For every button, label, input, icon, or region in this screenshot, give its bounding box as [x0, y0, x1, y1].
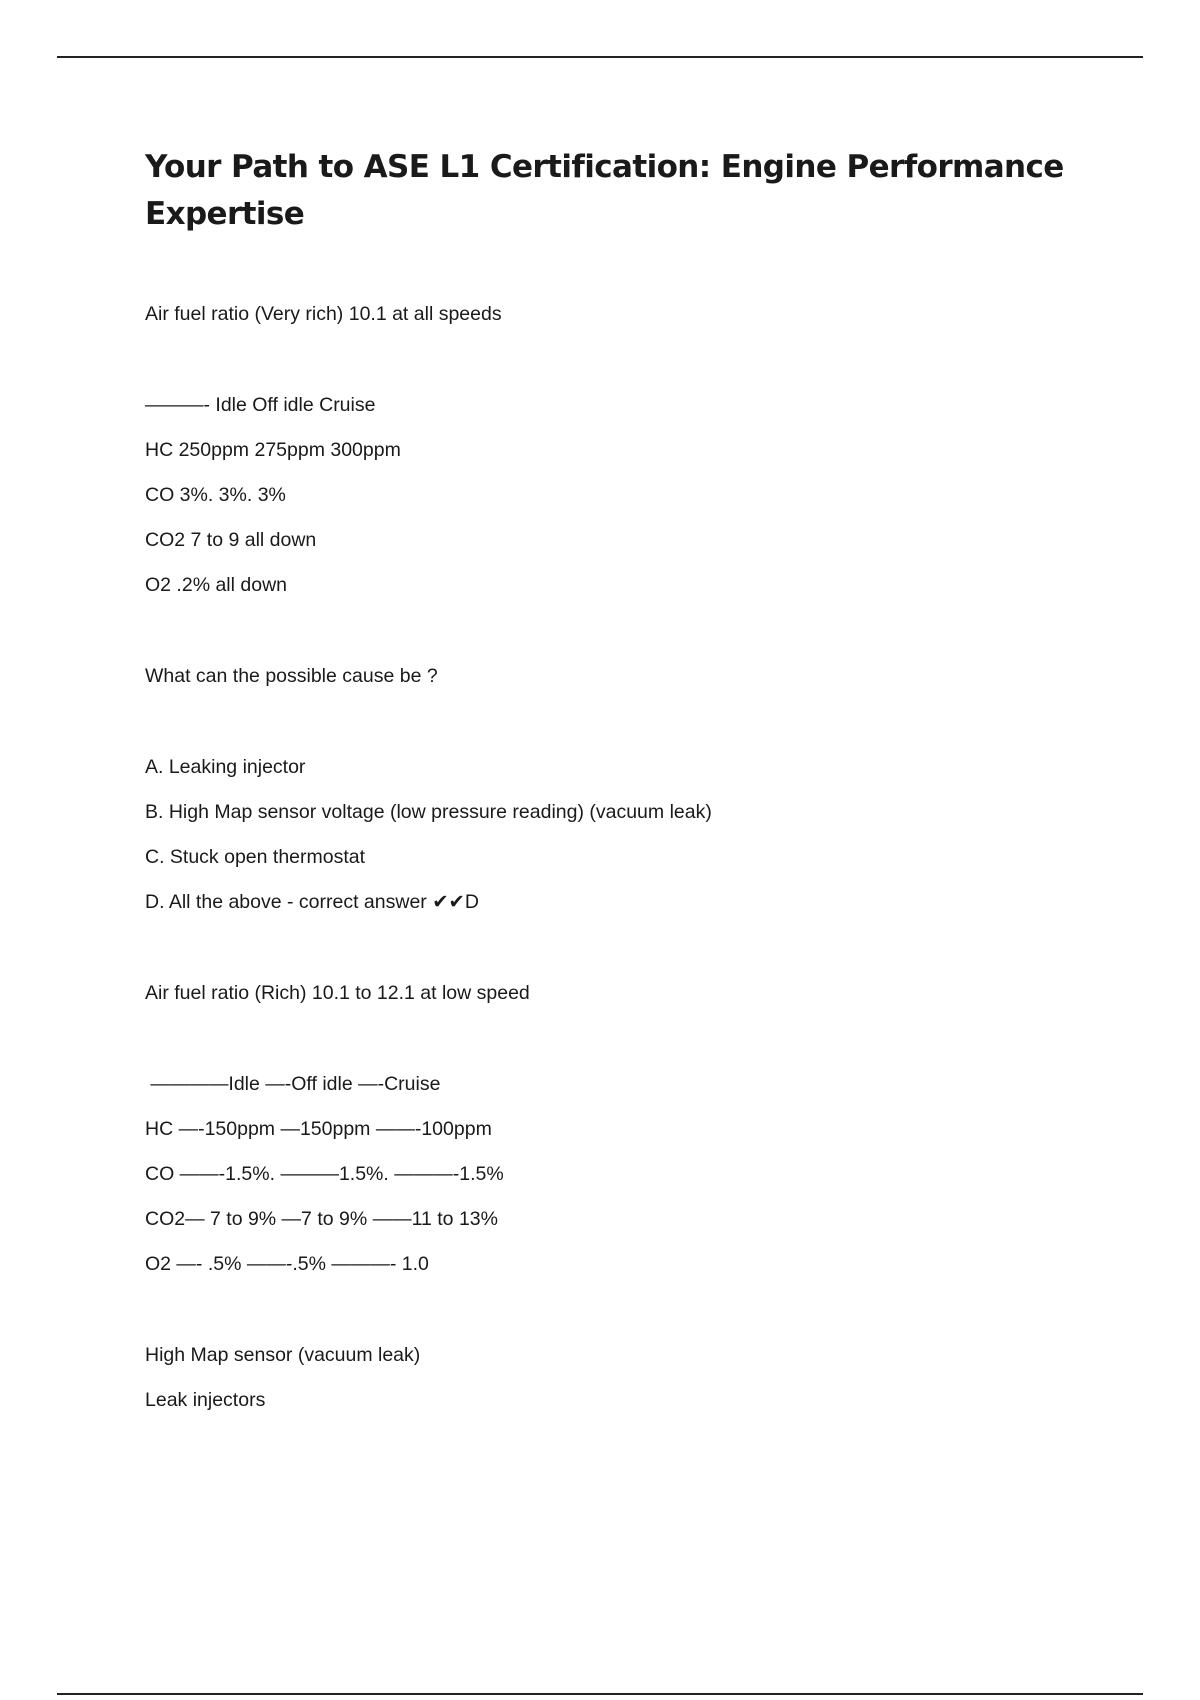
block1-table-row-o2: O2 .2% all down — [145, 574, 287, 596]
option-c: C. Stuck open thermostat — [145, 846, 366, 868]
cause-leak-injectors: Leak injectors — [145, 1389, 266, 1411]
document-body — [145, 144, 1065, 1413]
block2-table-header: ————Idle —-Off idle —-Cruise — [145, 1073, 441, 1095]
block1-table-row-co: CO 3%. 3%. 3% — [145, 484, 286, 506]
block2-table-row-hc: HC —-150ppm —150ppm ——-100ppm — [145, 1118, 492, 1140]
cause-map-sensor: High Map sensor (vacuum leak) — [145, 1344, 421, 1366]
block1-readings-table — [145, 392, 1065, 598]
block2-heading: Air fuel ratio (Rich) 10.1 to 12.1 at low speed — [145, 982, 530, 1004]
block2-table-row-co: CO ——-1.5%. ———1.5%. ———-1.5% — [145, 1163, 504, 1185]
block2-readings-table — [145, 1071, 1065, 1277]
block1-table-row-co2: CO2 7 to 9 all down — [145, 529, 317, 551]
block1-heading: Air fuel ratio (Very rich) 10.1 at all speeds — [145, 303, 502, 325]
block1-options — [145, 754, 1065, 915]
block1-question: What can the possible cause be ? — [145, 665, 438, 687]
block1-table-header: ———- Idle Off idle Cruise — [145, 394, 376, 416]
option-a: A. Leaking injector — [145, 756, 306, 778]
option-b: B. High Map sensor voltage (low pressure reading) (vacuum leak) — [145, 801, 712, 823]
top-rule — [57, 56, 1143, 58]
bottom-rule — [57, 1693, 1143, 1695]
block2-table-row-o2: O2 —- .5% ——-.5% ———- 1.0 — [145, 1253, 429, 1275]
block1-table-row-hc: HC 250ppm 275ppm 300ppm — [145, 439, 401, 461]
block2-table-row-co2: CO2— 7 to 9% —7 to 9% ——11 to 13% — [145, 1208, 498, 1230]
option-d-answer: D. All the above - correct answer ✔✔D — [145, 891, 479, 913]
block2-causes — [145, 1342, 1065, 1413]
page-title: Your Path to ASE L1 Certification: Engine Performance Expertise — [145, 149, 1064, 232]
